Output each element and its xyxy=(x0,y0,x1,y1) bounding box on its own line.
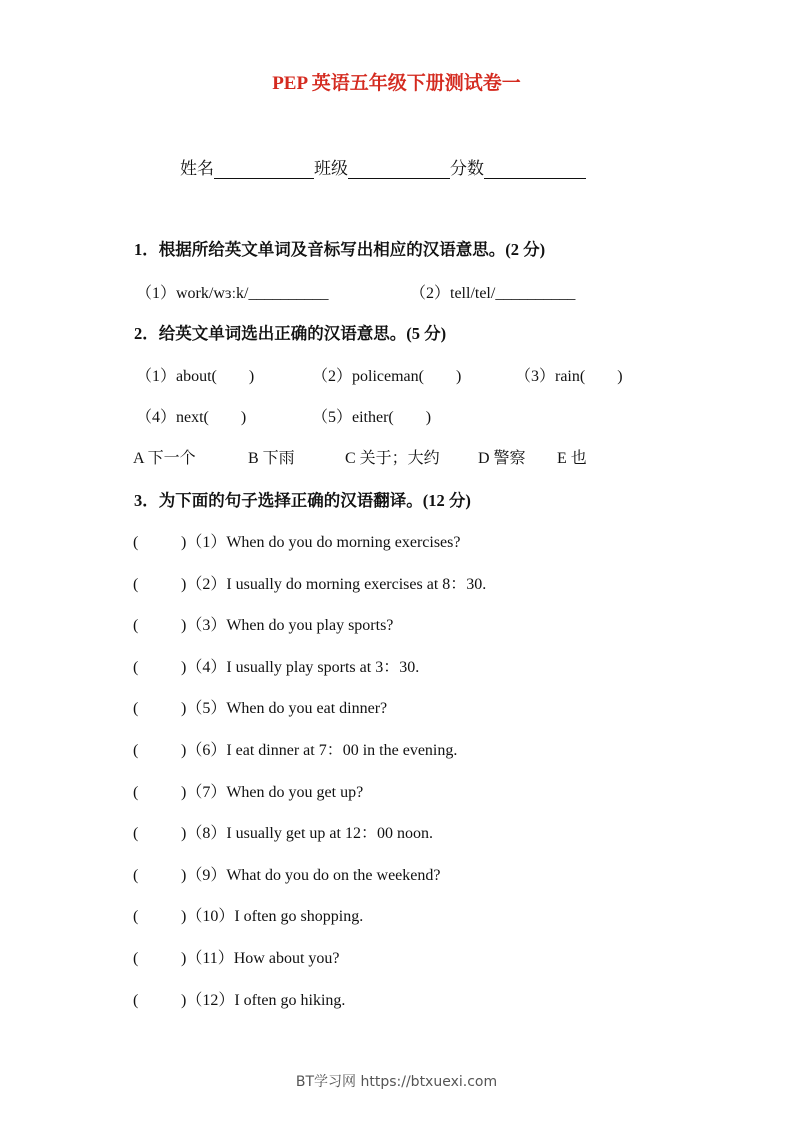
answer-bracket-open[interactable]: ( xyxy=(133,742,139,759)
q2-item-2: （2）policeman( ) xyxy=(312,368,462,385)
answer-bracket-open[interactable]: ( xyxy=(133,617,139,634)
page-title: PEP 英语五年级下册测试卷一 xyxy=(272,73,521,94)
student-info-line xyxy=(180,154,586,179)
q3-row xyxy=(133,695,387,718)
q3-row xyxy=(133,945,340,968)
q3-row xyxy=(133,779,363,802)
answer-bracket-open[interactable]: ( xyxy=(133,867,139,884)
q2-item-3: （3）rain( ) xyxy=(515,368,623,385)
q3-sentence: （11）How about you? xyxy=(186,950,340,967)
answer-bracket-open[interactable]: ( xyxy=(133,825,139,842)
q3-sentence: （7）When do you get up? xyxy=(186,784,364,801)
answer-bracket-close: ) xyxy=(181,617,187,634)
q3-row xyxy=(133,612,393,635)
answer-bracket-close: ) xyxy=(181,534,187,551)
q3-row xyxy=(133,862,441,885)
q1-heading: 1．根据所给英文单词及音标写出相应的汉语意思。(2 分) xyxy=(134,240,546,259)
q2-option-a: A 下一个 xyxy=(133,450,196,467)
answer-bracket-open[interactable]: ( xyxy=(133,950,139,967)
answer-bracket-close: ) xyxy=(181,908,187,925)
q3-row xyxy=(133,903,363,926)
q3-row xyxy=(133,987,345,1010)
q3-sentence: （10）I often go shopping. xyxy=(186,908,364,925)
q3-sentence: （2）I usually do morning exercises at 8：30. xyxy=(186,576,487,593)
q2-option-d: D 警察 xyxy=(478,450,526,467)
q3-sentence: （9）What do you do on the weekend? xyxy=(186,867,441,884)
score-blank[interactable] xyxy=(484,158,586,179)
answer-bracket-open[interactable]: ( xyxy=(133,534,139,551)
answer-bracket-close: ) xyxy=(181,950,187,967)
answer-bracket-open[interactable]: ( xyxy=(133,659,139,676)
q3-sentence: （1）When do you do morning exercises? xyxy=(186,534,461,551)
class-label: 班级 xyxy=(314,159,348,178)
answer-bracket-open[interactable]: ( xyxy=(133,992,139,1009)
answer-bracket-open[interactable]: ( xyxy=(133,908,139,925)
score-label: 分数 xyxy=(450,159,484,178)
answer-bracket-close: ) xyxy=(181,742,187,759)
footer-watermark: BT学习网 https://btxuexi.com xyxy=(295,1074,498,1090)
answer-bracket-close: ) xyxy=(181,659,187,676)
q3-row xyxy=(133,654,419,677)
answer-bracket-open[interactable]: ( xyxy=(133,784,139,801)
name-label: 姓名 xyxy=(180,159,214,178)
q3-sentence: （8）I usually get up at 12：00 noon. xyxy=(186,825,433,842)
q3-row xyxy=(133,737,457,760)
q2-item-4: （4）next( ) xyxy=(136,409,247,426)
answer-bracket-close: ) xyxy=(181,825,187,842)
q2-option-c: C 关于；大约 xyxy=(345,450,440,467)
class-blank[interactable] xyxy=(348,158,450,179)
q3-row xyxy=(133,571,486,594)
q3-sentence: （3）When do you play sports? xyxy=(186,617,394,634)
answer-bracket-close: ) xyxy=(181,576,187,593)
name-blank[interactable] xyxy=(214,158,314,179)
q3-sentence: （4）I usually play sports at 3：30. xyxy=(186,659,420,676)
answer-bracket-close: ) xyxy=(181,992,187,1009)
q3-sentence: （6）I eat dinner at 7：00 in the evening. xyxy=(186,742,458,759)
answer-bracket-open[interactable]: ( xyxy=(133,700,139,717)
q1-item-1: （1）work/wɜːk/__________ xyxy=(136,285,329,302)
q2-item-1: （1）about( ) xyxy=(136,368,255,385)
q2-option-e: E 也 xyxy=(557,450,587,467)
answer-bracket-close: ) xyxy=(181,700,187,717)
q3-heading: 3．为下面的句子选择正确的汉语翻译。(12 分) xyxy=(134,491,471,510)
q3-sentence: （12）I often go hiking. xyxy=(186,992,346,1009)
q2-heading: 2．给英文单词选出正确的汉语意思。(5 分) xyxy=(134,324,447,343)
answer-bracket-close: ) xyxy=(181,867,187,884)
q3-row xyxy=(133,529,461,552)
q2-option-b: B 下雨 xyxy=(248,450,295,467)
answer-bracket-close: ) xyxy=(181,784,187,801)
q1-item-2: （2）tell/tel/__________ xyxy=(410,285,576,302)
q3-row xyxy=(133,820,433,843)
q2-item-5: （5）either( ) xyxy=(312,409,432,426)
answer-bracket-open[interactable]: ( xyxy=(133,576,139,593)
q3-sentence: （5）When do you eat dinner? xyxy=(186,700,388,717)
